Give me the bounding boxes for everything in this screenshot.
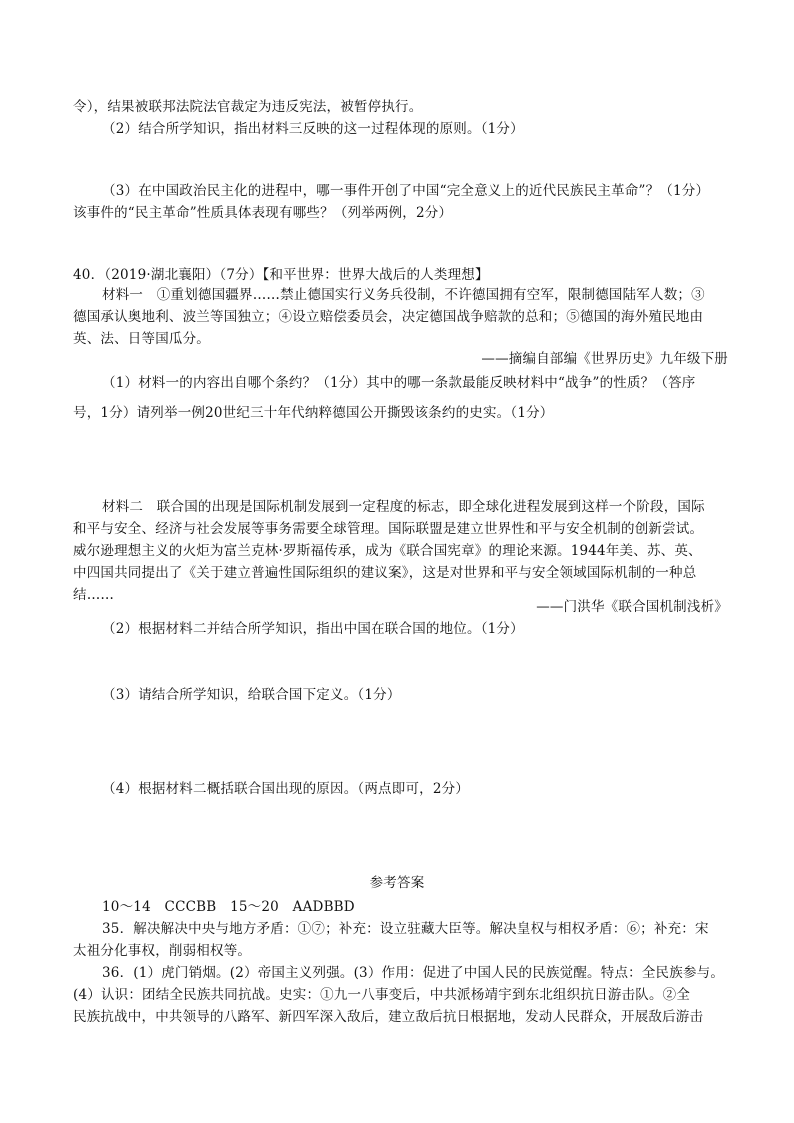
text-line: 令），结果被联邦法院法官裁定为违反宪法，被暂停执行。 <box>73 99 423 115</box>
text-line: 英、法、日等国瓜分。 <box>73 331 210 347</box>
text-line: 和平与安全、经济与社会发展等事务需要全球管理。国际联盟是建立世界性和平与安全机制的创新尝试。 <box>73 521 704 537</box>
material-2: 材料二 联合国的出现是国际机制发展到一定程度的标志，即全球化进程发展到这样一个阶段，国际 <box>102 499 705 515</box>
text-line: 号，1分）请列举一例20世纪三十年代纳粹德国公开撕毁该条约的史实。（1分） <box>73 405 554 421</box>
question-2: （2）根据材料二并结合所学知识，指出中国在联合国的地位。（1分） <box>102 621 524 637</box>
source-citation: ——摘编自部编《世界历史》九年级下册 <box>481 351 728 367</box>
text-line: 德国承认奥地利、波兰等国独立；④设立赔偿委员会，决定德国战争赔款的总和；⑤德国的海外殖民地由 <box>73 309 704 325</box>
source-citation: ——门洪华《联合国机制浅析》 <box>536 599 728 615</box>
question-4: （4）根据材料二概括联合国出现的原因。（两点即可，2分） <box>102 781 470 797</box>
answer-heading: 参考答案 <box>369 875 425 891</box>
answer-line: 36．(1）虎门销烟。(2）帝国主义列强。(3）作用：促进了中国人民的民族觉醒。特点：全民族参与。 <box>102 965 725 981</box>
answer-line: 太祖分化事权，削弱相权等。 <box>73 943 252 959</box>
question-3: （3）在中国政治民主化的进程中，哪一事件开创了中国“完全意义上的近代民族民主革命”？（1分） <box>102 183 710 199</box>
text-line: 该事件的“民主革命”性质具体表现有哪些？（列举两例，2分） <box>73 205 453 221</box>
answer-line: (4）认识：团结全民族共同抗战。史实：①九一八事变后，中共派杨靖宇到东北组织抗日游击队。②全 <box>73 987 691 1003</box>
material-1: 材料一 ①重划德国疆界……禁止德国实行义务兵役制，不许德国拥有空军，限制德国陆军人数；③ <box>102 287 705 303</box>
question-2: （2）结合所学知识，指出材料三反映的这一过程体现的原则。（1分） <box>102 121 524 137</box>
text-line: 中四国共同提出了《关于建立普遍性国际组织的建议案》，这是对世界和平与安全领域国际机制的一种总 <box>73 565 697 581</box>
answer-line: 35．解决解决中央与地方矛盾：①⑦；补充：设立驻藏大臣等。解决皇权与相权矛盾：⑥；补充：宋 <box>102 921 709 937</box>
text-line: 威尔逊理想主义的火炬为富兰克林·罗斯福传承，成为《联合国宪章》的理论来源。1944年美、苏、英、 <box>73 543 702 559</box>
question-1: （1）材料一的内容出自哪个条约？（1分）其中的哪一条款最能反映材料中“战争”的性质？（答序 <box>102 375 696 391</box>
answer-line: 10～14 CCCBB 15～20 AADBBD <box>102 899 355 915</box>
text-line: 结…… <box>73 587 115 603</box>
question-3: （3）请结合所学知识，给联合国下定义。（1分） <box>102 687 401 703</box>
answer-line: 民族抗战中，中共领导的八路军、新四军深入敌后，建立敌后抗日根据地，发动人民群众，开展敌后游击 <box>73 1009 704 1025</box>
question-40-heading: 40．（2019·湖北襄阳）（7分）【和平世界：世界大战后的人类理想】 <box>73 267 489 283</box>
